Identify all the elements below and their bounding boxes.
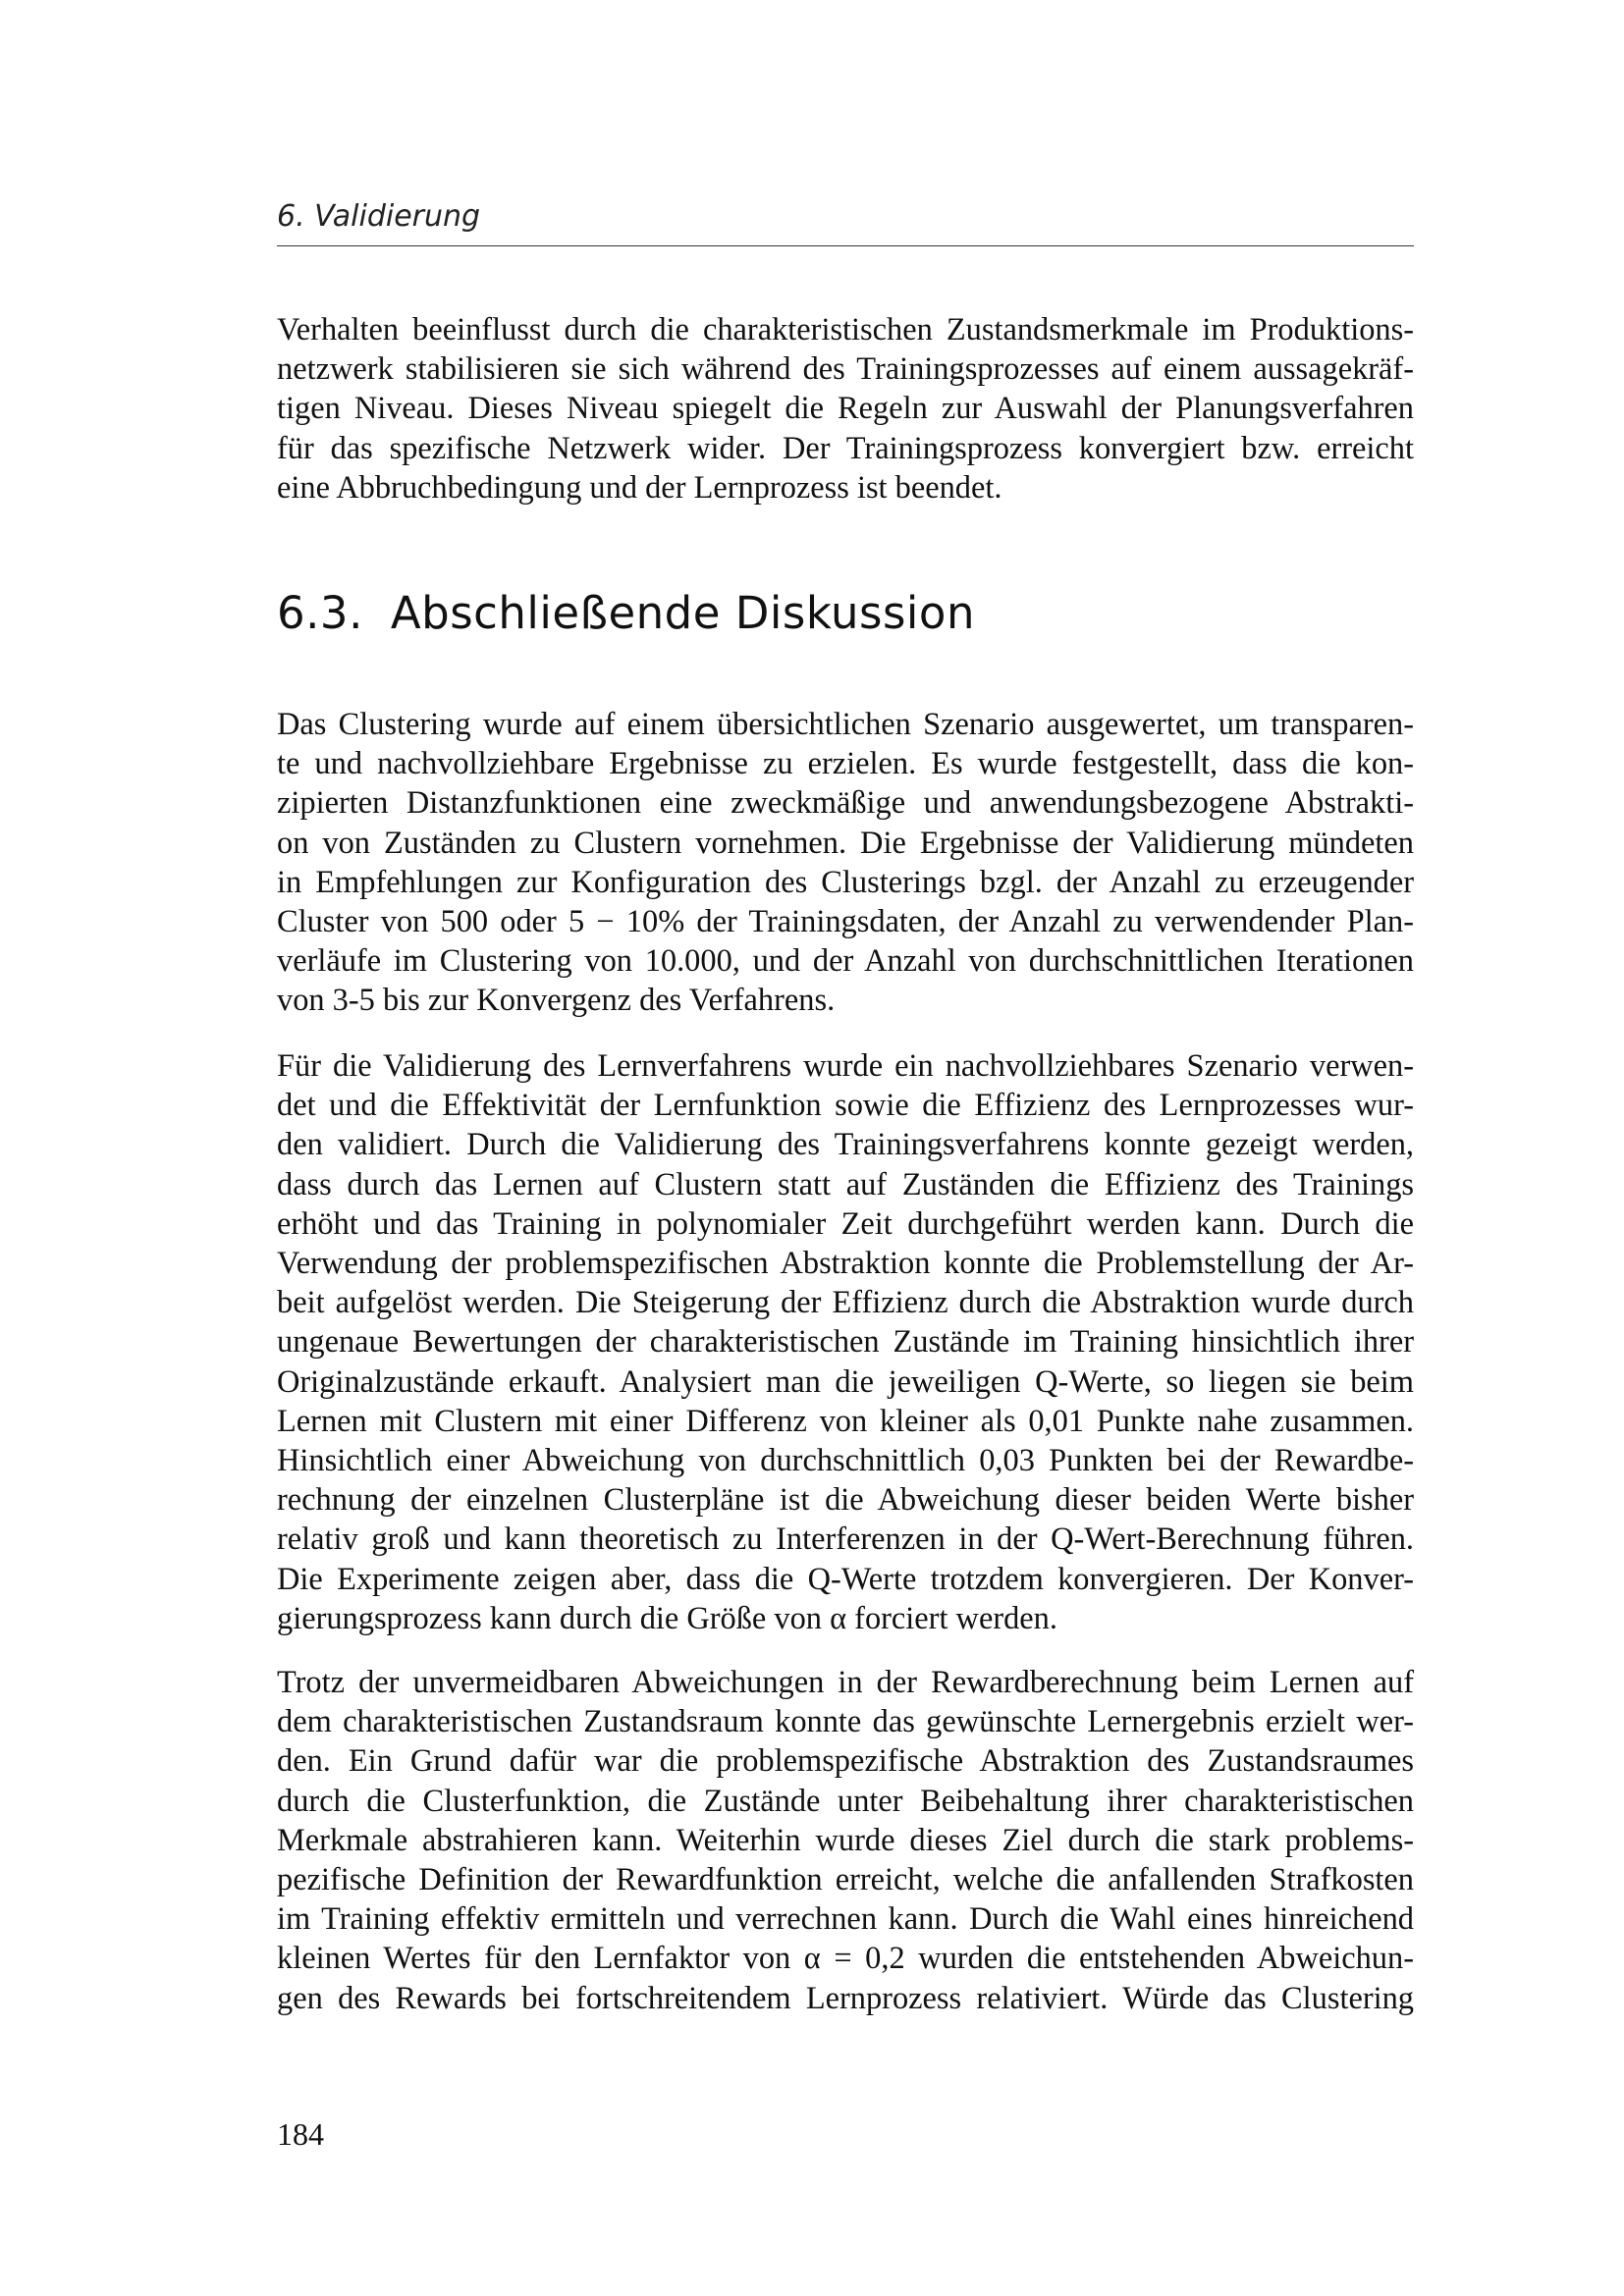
paragraph-clustering: [277, 705, 1414, 1021]
text-line: beit aufgelöst werden. Die Steigerung der Effizienz durch die Abstraktion wurde durch: [277, 1285, 1414, 1321]
text-line: kleinen Wertes für den Lernfaktor von α = 0,2 wurden die entstehenden Abweichun-: [277, 1941, 1414, 1977]
text-line: Lernen mit Clustern mit einer Differenz von kleiner als 0,01 Punkte nahe zusammen.: [277, 1403, 1414, 1439]
text-line: gierungsprozess kann durch die Größe von α forciert werden.: [277, 1600, 1057, 1636]
paragraph-intro: [277, 310, 1414, 507]
section-heading: [277, 584, 1414, 643]
text-line: Die Experimente zeigen aber, dass die Q-Werte trotzdem konvergieren. Der Konver-: [277, 1561, 1414, 1597]
text-line: zipierten Distanzfunktionen eine zweckmäßige und anwendungsbezogene Abstrakti-: [277, 785, 1414, 822]
text-line: eine Abbruchbedingung und der Lernprozess ist beendet.: [277, 469, 1002, 506]
running-head: 6. Validierung: [277, 199, 481, 234]
text-line: von 3-5 bis zur Konvergenz des Verfahrens.: [277, 983, 836, 1019]
text-line: Verhalten beeinflusst durch die charakteristischen Zustandsmerkmale im Produktions-: [277, 312, 1414, 347]
text-line: dem charakteristischen Zustandsraum konnte das gewünschte Lernergebnis erzielt wer-: [277, 1704, 1414, 1740]
section-title: Abschließende Diskussion: [390, 587, 975, 639]
text-line: dass durch das Lernen auf Clustern statt auf Zuständen die Effizienz des Trainings: [277, 1166, 1414, 1202]
text-line: im Training effektiv ermitteln und verrechnen kann. Durch die Wahl eines hinreichend: [277, 1901, 1414, 1938]
text-line: gen des Rewards bei fortschreitendem Lernprozess relativiert. Würde das Clustering: [277, 1980, 1414, 2016]
text-line: netzwerk stabilisieren sie sich während des Trainingsprozesses auf einem aussagekräf-: [277, 351, 1414, 388]
text-line: pezifische Definition der Rewardfunktion erreicht, welche die anfallenden Strafkosten: [277, 1862, 1414, 1898]
text-line: te und nachvollziehbare Ergebnisse zu erzielen. Es wurde festgestellt, dass die kon-: [277, 746, 1414, 782]
text-line: relativ groß und kann theoretisch zu Interferenzen in der Q-Wert-Berechnung führen.: [277, 1522, 1414, 1558]
text-line: Originalzustände erkauft. Analysiert man die jeweiligen Q-Werte, so liegen sie beim: [277, 1363, 1414, 1400]
text-line: erhöht und das Training in polynomialer Zeit durchgeführt werden kann. Durch die: [277, 1205, 1414, 1242]
text-line: für das spezifische Netzwerk wider. Der Trainingsprozess konvergiert bzw. erreicht: [277, 430, 1414, 466]
paragraph-lernverfahren: [277, 1046, 1414, 1638]
text-line: durch die Clusterfunktion, die Zustände unter Beibehaltung ihrer charakteristischen: [277, 1783, 1414, 1819]
text-line: Verwendung der problemspezifischen Abstraktion konnte die Problemstellung der Ar-: [277, 1246, 1414, 1282]
text-line: Für die Validierung des Lernverfahrens wurde ein nachvollziehbares Szenario verwen-: [277, 1048, 1414, 1084]
text-line: Hinsichtlich einer Abweichung von durchschnittlich 0,03 Punkten bei der Rewardbe-: [277, 1443, 1414, 1479]
page-number: 184: [277, 2116, 324, 2152]
text-line: on von Zuständen zu Clustern vornehmen. Die Ergebnisse der Validierung mündeten: [277, 825, 1414, 861]
text-line: tigen Niveau. Dieses Niveau spiegelt die Regeln zur Auswahl der Planungsverfahren: [277, 391, 1414, 427]
section-number: 6.3.: [277, 587, 363, 639]
text-line: Trotz der unvermeidbaren Abweichungen in der Rewardberechnung beim Lernen auf: [277, 1665, 1414, 1700]
text-line: Cluster von 500 oder 5 − 10% der Trainingsdaten, der Anzahl zu verwendender Plan-: [277, 904, 1414, 940]
text-line: den. Ein Grund dafür war die problemspezifische Abstraktion des Zustandsraumes: [277, 1743, 1414, 1780]
text-line: Das Clustering wurde auf einem übersichtlichen Szenario ausgewertet, um transparen-: [277, 707, 1414, 742]
text-line: Merkmale abstrahieren kann. Weiterhin wurde dieses Ziel durch die stark problems-: [277, 1822, 1414, 1858]
paragraph-reward: [277, 1663, 1414, 2018]
text-line: in Empfehlungen zur Konfiguration des Clusterings bzgl. der Anzahl zu erzeugender: [277, 864, 1414, 900]
text-line: ungenaue Bewertungen der charakteristischen Zustände im Training hinsichtlich ihrer: [277, 1324, 1414, 1361]
text-line: den validiert. Durch die Validierung des Trainingsverfahrens konnte gezeigt werden,: [277, 1127, 1414, 1163]
header-rule: [277, 245, 1414, 246]
text-line: verläufe im Clustering von 10.000, und der Anzahl von durchschnittlichen Iterationen: [277, 943, 1414, 980]
text-line: rechnung der einzelnen Clusterpläne ist die Abweichung dieser beiden Werte bisher: [277, 1482, 1414, 1519]
text-line: det und die Effektivität der Lernfunktion sowie die Effizienz des Lernprozesses wur-: [277, 1088, 1414, 1124]
